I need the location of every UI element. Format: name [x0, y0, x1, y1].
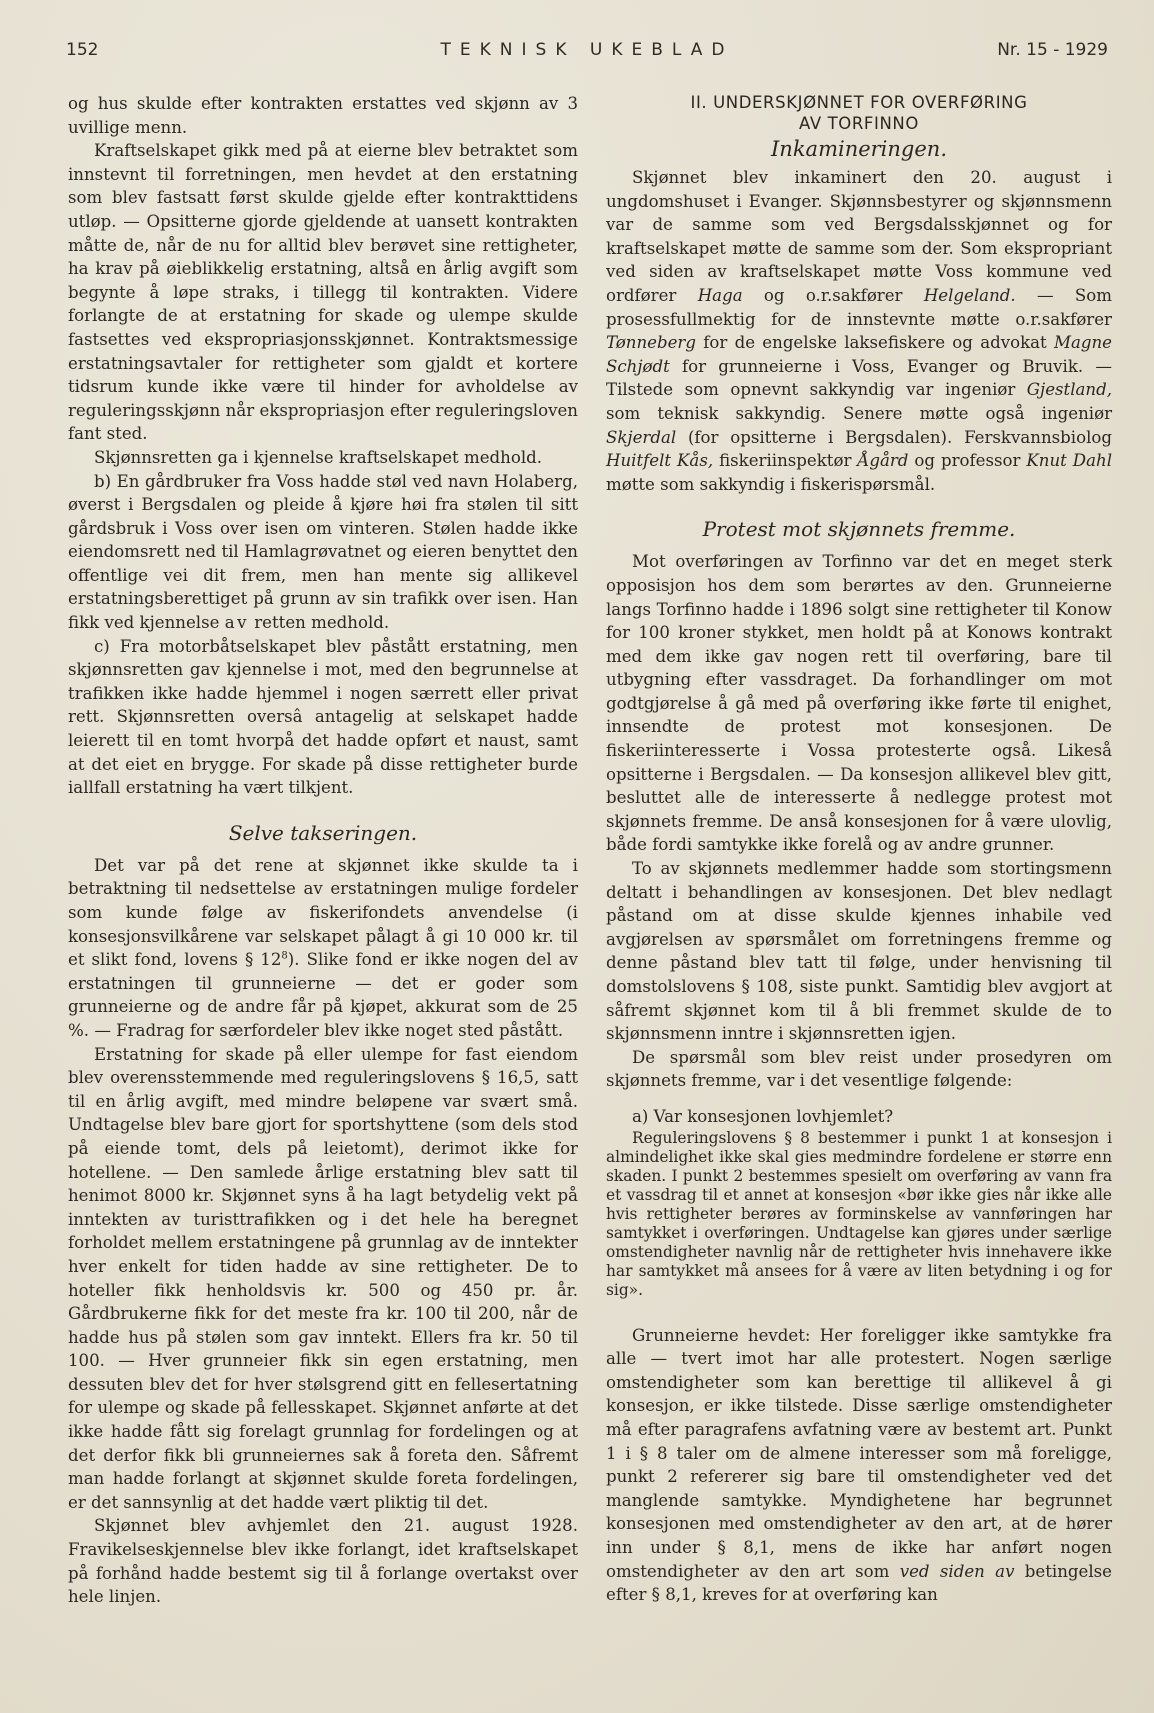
spaced-word: av [224, 613, 249, 633]
section-heading: Inkamineringen. [771, 137, 947, 161]
legal-quote: Reguleringslovens § 8 bestemmer i punkt 1 at konsesjon i almindelighet ikke skal gies medmindre fordelene er større enn skaden. I punkt 2 bestemmes spesielt om overføring av vann fra et vassdrag til et annet at konsesjon «bør ikke gies når ikke alle hvis rettigheter berøres av forminskelse av vannføringen har samtykket i overføringen. Undtagelse kan gjøres under særlige omstendigheter navnlig når de rettigheter hvis innehavere ikke har samtykket må ansees for å være av liten betydning i og for sig». [606, 1128, 1112, 1299]
paragraph [68, 854, 578, 1043]
text-run: Det var på det rene at skjønnet ikke skulde ta i betraktning til nedsettelse av erstatningen mulige fordeler som kunde følge av fiskerifondets anvendelse (i konsesjonsvilkårene var selskapet pålagt å gi 10 000 kr. til et slikt fond, lovens § 12 [68, 855, 578, 970]
paragraph: De spørsmål som blev reist under prosedyren om skjønnets fremme, var i det vesentlige følgende: [606, 1047, 1112, 1091]
text-run: — Som prosessfullmektig for de innstevnte møtte o.r.sakfører [606, 285, 1112, 329]
text-run: Grunneierne hevdet: Her foreligger ikke samtykke fra alle — tvert imot har alle protestert. Nogen særlige omstendigheter som kan berettige til allikevel å gi konsesjon, er ikke tilstede. Disse særlige omstendigheter må efter paragrafens avfatning være av bestemt art. Punkt 1 i § 8 taler om de almene interesser som må foreligge, punkt 2 refererer sig bare til omstendigheter ved det manglende samtykke. Myndighetene har begrunnet konsesjonen med omstendigheter av den art, at de hører inn under § 8,1, mens de ikke har anført nogen omstendigheter av den art som [606, 1325, 1112, 1581]
paragraph: a) Var konsesjonen lovhjemlet? [632, 1106, 894, 1126]
section-heading: Selve takseringen. [228, 820, 418, 845]
text-run: og professor [914, 451, 1021, 471]
chapter-heading: AV TORFINNO [799, 114, 919, 133]
paragraph: og hus skulde efter kontrakten erstattes ved skjønn av 3 uvillige menn. [68, 94, 578, 137]
page-header [66, 36, 1108, 66]
paragraph [68, 470, 578, 635]
section-heading: Protest mot skjønnets fremme. [702, 517, 1016, 542]
text-run: for de engelske laksefiskere og advokat [703, 333, 1047, 353]
emphasis: ved siden av [899, 1561, 1015, 1581]
paragraph: Erstatning for skade på eller ulempe for fast eiendom blev overensstemmende med reguleringslovens § 16,5, satt til en årlig avgift, med mindre beløpene var svært små. Undtagelse blev bare gjort for sportshyttene (som dels stod på eiende tomt, dels på leietomt), derimot ikke for hotellene. — Den samlede årlige erstatning blev satt til henimot 8000 kr. Skjønnet syns å ha lagt betydelig vekt på inntekten av turisttrafikken og i det hele ha beregnet forholdet mellem erstatningene på grunnlag av de inntekter hver enkelt for tiden hadde av sine rettigheter. De to hoteller fikk henholdsvis kr. 500 og 450 pr. år. Gårdbrukerne fikk for det meste fra kr. 100 til 200, når de hadde hus på stølen som gav inntekt. Ellers fra kr. 50 til 100. — Hver grunneier fikk sin egen erstatning, men dessuten blev det for hver stølsgrend gitt en fellesertatning for ulempe og skade på fellesskapet. Skjønnet anførte at det ikke hadde fått sig forelagt grunnlag for fordelingen og at det derfor fikk bli grunneiernes sak å foreta den. Såfremt man hadde forlangt at skjønnet skulde foreta fordelingen, er det sannsynlig at det hadde vært pliktig til det. [68, 1044, 578, 1512]
person-name: Haga [697, 285, 743, 305]
paragraph: Mot overføringen av Torfinno var det en meget sterk opposisjon hos dem som berørtes av den. Grunneierne langs Torfinno hadde i 1896 solgt sine rettigheter til Konow for 100 kroner stykket, men holdt på at Konows kontrakt med dem ikke gav nogen rett til overføring, bare til utbygning efter vassdraget. Da forhandlinger om mot godtgjørelse å gå med på overføring ikke førte til enighet, innsendte de protest mot konsesjonen. De fiskeriinteresserte i Vossa protesterte også. Likeså opsitterne i Bergsdalen. — Da konsesjon allikevel blev gitt, besluttet alle de interesserte å nedlegge protest mot skjønnets fremme. De anså konsesjonen for å være ulovlig, både fordi samtykke ikke forelå og av andre grunner. [606, 552, 1112, 855]
chapter-heading: II. UNDERSKJØNNET FOR OVERFØRING [690, 93, 1028, 112]
text-run: for grunneierne i Voss, Evanger og Bruvik. — Tilstede som opnevnt sakkyndig var ingeniør [606, 356, 1112, 400]
text-run: retten medhold. [254, 613, 390, 633]
paragraph: Kraftselskapet gikk med på at eierne blev betraktet som innstevnt til forretningen, men hevdet at den erstatning som blev fastsatt først skulde gjelde efter kontrakttidens utløp. — Opsitterne gjorde gjeldende at uansett kontrakten måtte de, når de nu for alltid blev berøvet sine rettigheter, ha krav på øieblikkelig erstatning, altså en årlig avgift som begynte å løpe straks, i tillegg til kontrakten. Videre forlangte de at erstatning for skade og ulempe skulde fastsettes ved ekspropriasjonsskjønnet. Kontraktsmessige erstatningsavtaler for rettigheter som gjaldt et kortere tidsrum kunde ikke være til hinder for avholdelse av reguleringsskjønn når ekspropriasjon efter reguleringsloven fant sted. [68, 141, 578, 444]
person-name: Knut Dahl [1026, 451, 1112, 471]
text-run: fiskeriinspektør [719, 451, 852, 471]
text-run: ). Slike fond er ikke nogen del av erstatningen til grunneierne — det er goder som grunneierne og de andre får på kjøpet, akkurat som de 25 %. — Fradrag for særfordeler blev ikke noget sted påstått. [68, 950, 578, 1040]
person-name: Tønneberg [606, 333, 696, 353]
text-run: som teknisk sakkyndig. Senere møtte også ingeniør [606, 403, 1112, 423]
person-name: Ågård [857, 451, 909, 471]
paragraph: To av skjønnets medlemmer hadde som stortingsmenn deltatt i behandlingen av konsesjonen. Det blev nedlagt påstand om at disse skulde kjennes inhabile ved avgjørelsen av spørsmålet om forretningens fremme og denne påstand blev tatt til følge, under henvisning til domstolslovens § 108, siste punkt. Samtidig blev avgjort at såfremt skjønnet kom til å bli fremmet skulde de to skjønnsmenn inntre i skjønnsretten igjen. [606, 859, 1112, 1044]
paragraph: Skjønnet blev avhjemlet den 21. august 1928. Fravikelseskjennelse blev ikke forlangt, idet kraftselskapet på forhånd hadde bestemt sig til å forlange overtakst over hele linjen. [68, 1516, 578, 1607]
issue-number: Nr. 15 - 1929 [997, 40, 1108, 60]
paragraph [606, 166, 1112, 496]
person-name: Magne Schjødt [606, 333, 1112, 376]
footnote-mark: 8 [281, 950, 288, 962]
text-run: og o.r.sakfører [763, 285, 903, 305]
person-name: Huitfelt Kås, [606, 451, 714, 471]
text-run: møtte som sakkyndig i fiskerispørsmål. [606, 474, 936, 494]
text-run: b) En gårdbruker fra Voss hadde støl ved navn Holaberg, øverst i Bergsdalen og pleide å kjøre høi fra stølen til sitt gårdsbruk i Voss over isen om vinteren. Stølen hadde ikke eiendomsrett ned til Hamlagrøvatnet og eieren benyttet den offentlige vei dit frem, men han mente sig allikevel erstatningsberettiget på grunn av sin trafikk over isen. Han fikk ved kjennelse [68, 471, 578, 633]
person-name: Skjerdal [606, 427, 677, 447]
paragraph [606, 1324, 1112, 1607]
right-column [606, 92, 1112, 1607]
text-run: Skjønnet blev inkaminert den 20. august i ungdomshuset i Evanger. Skjønnsbestyrer og skjønnsmenn var de samme som ved Bergsdalsskjønnet og for kraftselskapet møtte de samme som der. Som ekspropriant ved siden av kraftselskapet møtte Voss kommune ved ordfører [606, 168, 1112, 305]
page-number: 152 [66, 40, 99, 60]
left-column [68, 92, 578, 1609]
paragraph: c) Fra motorbåtselskapet blev påstått erstatning, men skjønnsretten gav kjennelse i mot, med den begrunnelse at trafikken ikke hadde hjemmel i nogen særrett eller privat rett. Skjønnsretten oversâ antagelig at selskapet hadde leierett til en tomt hvorpå det hadde opført et naust, samt at det eiet en brygge. For skade på disse rettigheter burde iallfall erstatning ha vært tilkjent. [68, 636, 578, 798]
person-name: Gjestland, [1026, 380, 1112, 400]
journal-title: TEKNISK UKEBLAD [440, 40, 734, 60]
text-run: betingelse efter § 8,1, kreves for at overføring kan [606, 1561, 1112, 1605]
person-name: Helgeland. [923, 285, 1016, 305]
paragraph: Skjønnsretten ga i kjennelse kraftselskapet medhold. [94, 447, 543, 467]
text-run: (for opsitterne i Bergsdalen). Ferskvannsbiolog [687, 427, 1112, 447]
